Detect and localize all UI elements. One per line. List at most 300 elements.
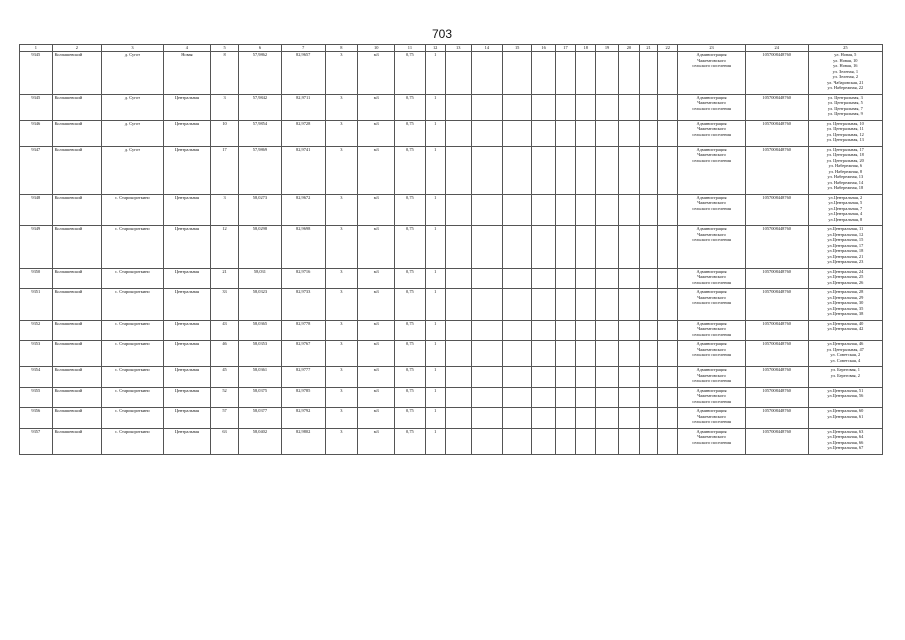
empty-cell — [471, 120, 502, 146]
owner-cell — [678, 194, 745, 226]
empty-cell — [471, 341, 502, 367]
empty-cell — [445, 94, 471, 120]
ogrn-cell: 1057008448760 — [745, 408, 808, 429]
empty-cell — [555, 52, 575, 95]
ogrn-cell: 1057008448760 — [745, 387, 808, 408]
owner-line: сельского поселения — [692, 352, 731, 357]
empty-cell — [555, 94, 575, 120]
address-line: ул. Центральная, 20 — [826, 157, 864, 163]
cell-col8: 3 — [325, 94, 358, 120]
cell-col12: 1 — [425, 52, 445, 95]
column-header: 17 — [555, 45, 575, 52]
empty-cell — [640, 341, 658, 367]
column-header: 7 — [281, 45, 325, 52]
cell-col8: 3 — [325, 52, 358, 95]
row-number: 9345 — [20, 94, 53, 120]
cell-col8: 3 — [325, 146, 358, 194]
column-header: 6 — [239, 45, 282, 52]
address-line: ул.Центральная, 23 — [827, 259, 864, 264]
latitude-cell: 58,0361 — [239, 367, 282, 388]
address-line: ул.Центральная, 25 — [827, 274, 864, 279]
empty-cell — [445, 367, 471, 388]
address-line: ул. Центральная, 17 — [826, 146, 864, 152]
owner-cell — [678, 428, 745, 454]
row-number: 9348 — [20, 194, 53, 226]
empty-cell — [555, 194, 575, 226]
row-number: 9354 — [20, 367, 53, 388]
empty-cell — [532, 289, 556, 321]
owner-cell — [678, 94, 745, 120]
cell-col10: м3 — [358, 268, 395, 289]
address-line: ул. Зеленая, 2 — [832, 74, 859, 79]
row-number: 9349 — [20, 226, 53, 269]
empty-cell — [596, 387, 618, 408]
owner-line: сельского поселения — [692, 131, 731, 137]
page-number: 703 — [431, 27, 453, 41]
column-header: 20 — [618, 45, 639, 52]
cell-col12: 1 — [425, 289, 445, 321]
cell-col11: 0,75 — [395, 367, 425, 388]
empty-cell — [503, 94, 532, 120]
empty-cell — [471, 289, 502, 321]
latitude-cell: 57,9854 — [239, 120, 282, 146]
house-cell: 10 — [211, 120, 239, 146]
cell-col10: м3 — [358, 94, 395, 120]
address-line: ул.Центральная, 15 — [827, 237, 864, 242]
latitude-cell: 58,0377 — [239, 408, 282, 429]
empty-cell — [445, 268, 471, 289]
longitude-cell: 82,9785 — [281, 387, 325, 408]
owner-line: Чажемтовского — [697, 126, 726, 131]
empty-cell — [445, 146, 471, 194]
street-cell: Центральная — [163, 120, 210, 146]
ogrn-cell: 1057008448760 — [745, 289, 808, 321]
table-row — [20, 367, 883, 388]
settlement-cell: с. Старокороткино — [102, 194, 164, 226]
settlement-cell: д. Сугот — [102, 146, 164, 194]
street-cell: Центральная — [163, 146, 210, 194]
owner-line: Администрация — [696, 428, 727, 434]
cell-col12: 1 — [425, 408, 445, 429]
empty-cell — [640, 268, 658, 289]
row-number: 9346 — [20, 120, 53, 146]
empty-cell — [658, 194, 678, 226]
cell-col8: 3 — [325, 194, 358, 226]
row-number: 9355 — [20, 387, 53, 408]
table-row — [20, 320, 883, 341]
empty-cell — [445, 120, 471, 146]
column-header: 21 — [640, 45, 658, 52]
empty-cell — [576, 320, 596, 341]
empty-cell — [532, 428, 556, 454]
ogrn-cell: 1057008448760 — [745, 268, 808, 289]
empty-cell — [576, 387, 596, 408]
ogrn-cell: 1057008448760 — [745, 226, 808, 269]
table-row — [20, 146, 883, 194]
empty-cell — [596, 367, 618, 388]
empty-cell — [596, 268, 618, 289]
house-cell: 63 — [211, 428, 239, 454]
empty-cell — [555, 320, 575, 341]
address-line: ул. Центральная, 11 — [826, 126, 864, 131]
empty-cell — [576, 408, 596, 429]
empty-cell — [471, 268, 502, 289]
empty-cell — [640, 387, 658, 408]
owner-line: Администрация — [696, 408, 727, 413]
district-cell: Колпашевский — [52, 194, 101, 226]
empty-cell — [503, 367, 532, 388]
empty-cell — [471, 408, 502, 429]
empty-cell — [503, 268, 532, 289]
address-line: ул. Центральная, 10 — [826, 120, 864, 126]
owner-line: сельского поселения — [692, 439, 731, 445]
street-cell: Центральная — [163, 387, 210, 408]
owner-line: Администрация — [696, 387, 727, 393]
longitude-cell: 82,9711 — [281, 94, 325, 120]
empty-cell — [471, 367, 502, 388]
table-row — [20, 52, 883, 95]
empty-cell — [658, 320, 678, 341]
empty-cell — [532, 120, 556, 146]
empty-cell — [532, 320, 556, 341]
cell-col10: м3 — [358, 408, 395, 429]
row-number: 9353 — [20, 341, 53, 367]
address-line: ул. Набережная, 14 — [827, 179, 864, 185]
owner-line: Администрация — [696, 268, 727, 274]
empty-cell — [618, 146, 639, 194]
column-header: 18 — [576, 45, 596, 52]
street-cell: Центральная — [163, 226, 210, 269]
settlement-cell: д. Сугот — [102, 52, 164, 95]
empty-cell — [445, 320, 471, 341]
column-header: 15 — [503, 45, 532, 52]
ogrn-cell: 1057008448760 — [745, 320, 808, 341]
longitude-cell: 82,9741 — [281, 146, 325, 194]
ogrn-cell: 1057008448760 — [745, 428, 808, 454]
cell-col8: 3 — [325, 120, 358, 146]
address-line: ул. Новая, 10 — [833, 57, 858, 63]
empty-cell — [471, 428, 502, 454]
address-line: ул.Центральная, 18 — [827, 248, 864, 253]
empty-cell — [618, 94, 639, 120]
column-header: 1 — [20, 45, 53, 52]
empty-cell — [596, 120, 618, 146]
empty-cell — [576, 268, 596, 289]
table-row — [20, 194, 883, 226]
empty-cell — [471, 194, 502, 226]
longitude-cell: 82,9733 — [281, 289, 325, 321]
empty-cell — [555, 341, 575, 367]
table-row — [20, 120, 883, 146]
street-cell: Новая — [163, 52, 210, 95]
empty-cell — [596, 52, 618, 95]
owner-line: Администрация — [696, 146, 727, 152]
column-header: 11 — [395, 45, 425, 52]
address-line: ул.Центральная, 60 — [827, 408, 864, 413]
address-line: ул.Центральная, 66 — [827, 439, 864, 445]
owner-line: Чажемтовского — [697, 100, 726, 105]
cell-col10: м3 — [358, 387, 395, 408]
district-cell: Колпашевский — [52, 289, 101, 321]
settlement-cell: с. Старокороткино — [102, 268, 164, 289]
address-line: ул. Центральная, 12 — [826, 131, 864, 137]
empty-cell — [618, 428, 639, 454]
empty-cell — [658, 52, 678, 95]
empty-cell — [658, 428, 678, 454]
empty-cell — [555, 408, 575, 429]
addresses-cell — [808, 367, 882, 388]
owner-cell — [678, 120, 745, 146]
addresses-cell — [808, 341, 882, 367]
street-cell: Центральная — [163, 320, 210, 341]
cell-col8: 3 — [325, 320, 358, 341]
district-cell: Колпашевский — [52, 320, 101, 341]
settlement-cell: д. Сугот — [102, 120, 164, 146]
cell-col10: м3 — [358, 120, 395, 146]
street-cell: Центральная — [163, 367, 210, 388]
empty-cell — [618, 52, 639, 95]
owner-line: Чажемтовского — [697, 57, 726, 63]
settlement-cell: с. Старокороткино — [102, 408, 164, 429]
empty-cell — [576, 120, 596, 146]
empty-cell — [596, 320, 618, 341]
owner-line: Администрация — [696, 341, 727, 346]
addresses-cell — [808, 146, 882, 194]
cell-col8: 3 — [325, 387, 358, 408]
addresses-cell — [808, 120, 882, 146]
owner-line: сельского поселения — [692, 398, 731, 404]
column-header: 5 — [211, 45, 239, 52]
empty-cell — [532, 146, 556, 194]
cell-col10: м3 — [358, 428, 395, 454]
cell-col11: 0,75 — [395, 341, 425, 367]
addresses-cell — [808, 194, 882, 226]
house-cell: 3 — [211, 194, 239, 226]
empty-cell — [618, 320, 639, 341]
empty-cell — [596, 226, 618, 269]
longitude-cell: 82,9728 — [281, 120, 325, 146]
address-line: ул. Центральная, 47 — [826, 346, 864, 352]
house-cell: 43 — [211, 320, 239, 341]
addresses-cell — [808, 387, 882, 408]
address-line: ул.Центральная, 56 — [827, 393, 864, 398]
house-cell: 33 — [211, 289, 239, 321]
empty-cell — [445, 408, 471, 429]
address-line: ул.Центральная, 40 — [827, 320, 864, 326]
owner-line: Чажемтовского — [697, 372, 726, 378]
empty-cell — [618, 120, 639, 146]
empty-cell — [503, 428, 532, 454]
address-line: ул. Центральная, 7 — [827, 105, 863, 111]
address-line: ул.Центральная, 61 — [827, 413, 864, 419]
owner-line: Чажемтовского — [697, 413, 726, 419]
owner-line: Чажемтовского — [697, 294, 726, 300]
cell-col11: 0,75 — [395, 194, 425, 226]
address-line: ул.Центральная, 5 — [828, 200, 863, 205]
address-line: ул.Центральная, 67 — [827, 445, 864, 450]
house-cell: 17 — [211, 146, 239, 194]
empty-cell — [576, 367, 596, 388]
longitude-cell: 82,9767 — [281, 341, 325, 367]
cell-col8: 3 — [325, 268, 358, 289]
empty-cell — [618, 194, 639, 226]
address-line: ул.Центральная, 42 — [827, 326, 864, 331]
table-row — [20, 341, 883, 367]
empty-cell — [618, 341, 639, 367]
cell-col12: 1 — [425, 194, 445, 226]
empty-cell — [640, 52, 658, 95]
empty-cell — [640, 146, 658, 194]
settlement-cell: с. Старокороткино — [102, 341, 164, 367]
address-line: ул.Центральная, 21 — [827, 253, 864, 259]
latitude-cell: 58,0365 — [239, 320, 282, 341]
address-line: ул. Набережная, 18 — [827, 185, 864, 190]
address-line: ул. Новая, 5 — [834, 52, 857, 57]
owner-line: Чажемтовского — [697, 434, 726, 439]
settlement-cell: с. Старокороткино — [102, 226, 164, 269]
addresses-cell — [808, 408, 882, 429]
owner-cell — [678, 268, 745, 289]
empty-cell — [532, 341, 556, 367]
ogrn-cell: 1057008448760 — [745, 120, 808, 146]
address-line: ул. Центральная, 3 — [827, 94, 863, 100]
cell-col10: м3 — [358, 289, 395, 321]
empty-cell — [576, 94, 596, 120]
address-line: ул. Советская, 2 — [830, 352, 861, 357]
house-cell: 8 — [211, 52, 239, 95]
owner-line: сельского поселения — [692, 63, 731, 68]
empty-cell — [471, 226, 502, 269]
cell-col12: 1 — [425, 120, 445, 146]
empty-cell — [555, 387, 575, 408]
longitude-cell: 82,9777 — [281, 367, 325, 388]
address-line: ул.Центральная, 24 — [827, 268, 864, 274]
district-cell: Колпашевский — [52, 226, 101, 269]
owner-line: сельского поселения — [692, 300, 731, 305]
cell-col11: 0,75 — [395, 428, 425, 454]
cell-col11: 0,75 — [395, 226, 425, 269]
address-line: ул.Центральная, 29 — [827, 294, 864, 300]
cell-col11: 0,75 — [395, 146, 425, 194]
address-line: ул.Центральная, 28 — [827, 289, 864, 294]
empty-cell — [576, 289, 596, 321]
column-header: 19 — [596, 45, 618, 52]
cell-col10: м3 — [358, 226, 395, 269]
table-row — [20, 289, 883, 321]
cell-col12: 1 — [425, 320, 445, 341]
empty-cell — [640, 320, 658, 341]
column-header: 22 — [658, 45, 678, 52]
address-line: ул.Центральная, 64 — [827, 434, 864, 439]
row-number: 9352 — [20, 320, 53, 341]
row-number: 9350 — [20, 268, 53, 289]
longitude-cell: 82,9672 — [281, 194, 325, 226]
owner-line: Чажемтовского — [697, 326, 726, 331]
column-header: 14 — [471, 45, 502, 52]
street-cell: Центральная — [163, 341, 210, 367]
longitude-cell: 82,9792 — [281, 408, 325, 429]
empty-cell — [658, 146, 678, 194]
district-cell: Колпашевский — [52, 408, 101, 429]
settlement-cell: с. Старокороткино — [102, 320, 164, 341]
cell-col10: м3 — [358, 367, 395, 388]
address-line: ул. Набережная, 6 — [828, 163, 863, 168]
longitude-cell: 82,9802 — [281, 428, 325, 454]
address-line: ул.Центральная, 7 — [828, 205, 863, 211]
cell-col8: 3 — [325, 428, 358, 454]
street-cell: Центральная — [163, 408, 210, 429]
owner-line: сельского поселения — [692, 331, 731, 337]
house-cell: 52 — [211, 387, 239, 408]
latitude-cell: 57,9842 — [239, 94, 282, 120]
house-cell: 3 — [211, 94, 239, 120]
empty-cell — [640, 428, 658, 454]
empty-cell — [532, 94, 556, 120]
empty-cell — [532, 226, 556, 269]
table-row — [20, 268, 883, 289]
cell-col12: 1 — [425, 387, 445, 408]
empty-cell — [576, 428, 596, 454]
empty-cell — [471, 320, 502, 341]
empty-cell — [618, 408, 639, 429]
empty-cell — [596, 408, 618, 429]
owner-line: сельского поселения — [692, 237, 731, 242]
empty-cell — [532, 268, 556, 289]
owner-line: Администрация — [696, 120, 727, 126]
settlement-cell: с. Старокороткино — [102, 289, 164, 321]
latitude-cell: 58,0402 — [239, 428, 282, 454]
cell-col8: 3 — [325, 341, 358, 367]
ogrn-cell: 1057008448760 — [745, 194, 808, 226]
empty-cell — [576, 341, 596, 367]
empty-cell — [658, 120, 678, 146]
owner-line: Чажемтовского — [697, 152, 726, 157]
empty-cell — [618, 367, 639, 388]
owner-line: сельского поселения — [692, 105, 731, 111]
empty-cell — [596, 289, 618, 321]
address-line: ул.Центральная, 12 — [827, 231, 864, 237]
cell-col8: 3 — [325, 367, 358, 388]
address-line: ул. Береговая, 2 — [830, 372, 860, 378]
addresses-cell — [808, 52, 882, 95]
empty-cell — [503, 387, 532, 408]
row-number: 9347 — [20, 146, 53, 194]
cell-col12: 1 — [425, 341, 445, 367]
empty-cell — [503, 226, 532, 269]
cell-col11: 0,75 — [395, 289, 425, 321]
cell-col10: м3 — [358, 194, 395, 226]
empty-cell — [576, 52, 596, 95]
empty-cell — [658, 289, 678, 321]
ogrn-cell: 1057008448760 — [745, 52, 808, 95]
address-line: ул. Набережная, 8 — [828, 168, 863, 174]
owner-line: Чажемтовского — [697, 200, 726, 205]
address-line: ул. Новая, 16 — [833, 63, 858, 68]
owner-cell — [678, 52, 745, 95]
table-row — [20, 408, 883, 429]
empty-cell — [555, 428, 575, 454]
row-number: 9357 — [20, 428, 53, 454]
table-row — [20, 428, 883, 454]
cell-col10: м3 — [358, 52, 395, 95]
column-header: 24 — [745, 45, 808, 52]
ogrn-cell: 1057008448760 — [745, 146, 808, 194]
header-row — [20, 45, 883, 52]
empty-cell — [658, 341, 678, 367]
house-cell: 45 — [211, 367, 239, 388]
empty-cell — [618, 226, 639, 269]
latitude-cell: 58,0298 — [239, 226, 282, 269]
